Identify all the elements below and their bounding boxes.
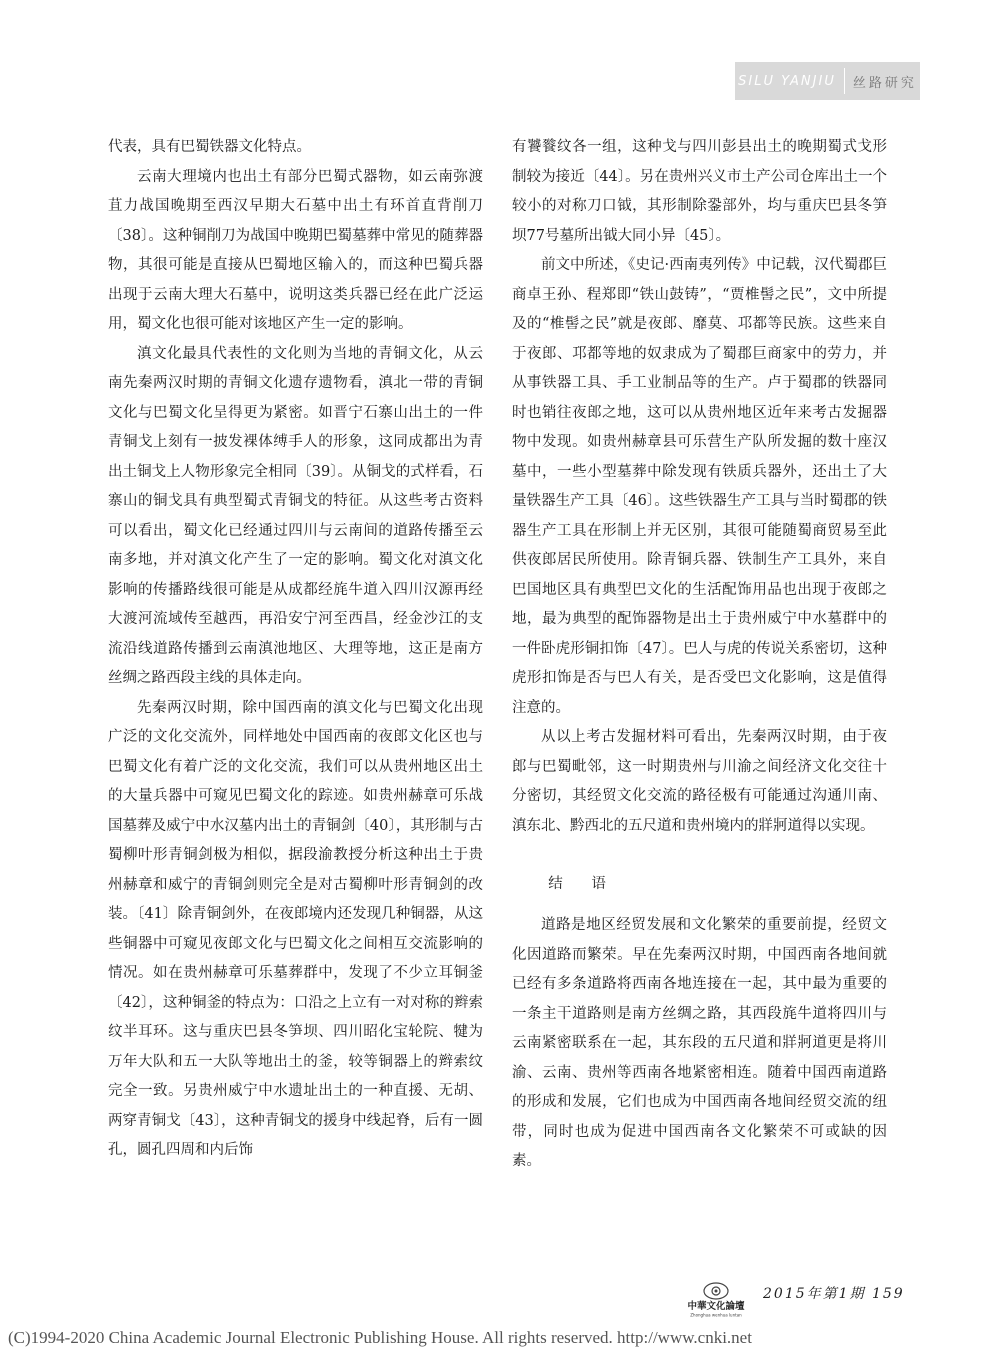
paragraph: 云南大理境内也出土有部分巴蜀式器物，如云南弥渡苴力战国晚期至西汉早期大石墓中出土有环首直背削刀〔38〕。这种铜削刀为战国中晚期巴蜀墓葬中常见的随葬器物，其很可能是直接从巴蜀地区输入的，而这种巴蜀兵器出现于云南大理大石墓中，说明这类兵器已经在此广泛运用，蜀文化也很可能对该地区产生一定的影响。 xyxy=(108,168,483,332)
conclusion-paragraph: 道路是地区经贸发展和文化繁荣的重要前提，经贸文化因道路而繁荣。早在先秦两汉时期，中国西南各地间就已经有多条道路将西南各地连接在一起，其中最为重要的一条主干道路则是南方丝绸之路，其西段旄牛道将四川与云南紧密联系在一起，其东段的五尺道和牂牁道更是将川渝、云南、贵州等西南各地紧密相连。随着中国西南道路的形成和发展，它们也成为中国西南各地间经贸交流的纽带，同时也成为促进中国西南各文化繁荣不可或缺的因素。 xyxy=(512,917,887,1169)
paragraph: 有饕餮纹各一组，这种戈与四川彭县出土的晚期蜀式戈形制较为接近〔44〕。另在贵州兴义市土产公司仓库出土一个较小的对称刀口钺，其形制除銎部外，均与重庆巴县冬笋坝77号墓所出钺大同小异〔45〕。 xyxy=(512,139,887,244)
tag-divider xyxy=(844,68,845,94)
issue-page-number: 2015年第1期 159 xyxy=(763,1286,905,1302)
logo-subtext: Zhonghua wenhua luntan xyxy=(690,1312,742,1318)
paragraph: 前文中所述，《史记·西南夷列传》中记载，汉代蜀郡巨商卓王孙、程郑即“铁山鼓铸”，“贾椎髻之民”，文中所提及的“椎髻之民”就是夜郎、靡莫、邛都等民族。这些来自于夜郎、邛都等地的奴隶成为了蜀郡巨商家中的劳力，并从事铁器工具、手工业制品等的生产。卢于蜀郡的铁器同时也销往夜郎之地，这可以从贵州地区近年来考古发掘器物中发现。如贵州赫章县可乐营生产队所发掘的数十座汉墓中，一些小型墓葬中除发现有铁质兵器外，还出土了大量铁器生产工具〔46〕。这些铁器生产工具与当时蜀郡的铁器生产工具在形制上并无区别，其很可能随蜀商贸易至此供夜郎居民所使用。除青铜兵器、铁制生产工具外，来自巴国地区具有典型巴文化的生活配饰用品也出现于夜郎之地，最为典型的配饰器物是出土于贵州威宁中水墓群中的一件卧虎形铜扣饰〔47〕。巴人与虎的传说关系密切，这种虎形扣饰是否与巴人有关，是否受巴文化影响，这是值得注意的。 xyxy=(512,257,887,716)
conclusion-heading: 结 语 xyxy=(548,876,618,892)
left-column xyxy=(108,133,483,1166)
copyright-notice: (C)1994-2020 China Academic Journal Electronic Publishing House. All rights reserved. http://www.cnki.net xyxy=(8,1328,752,1347)
paragraph: 代表，具有巴蜀铁器文化特点。 xyxy=(108,139,311,155)
paragraph: 从以上考古发掘材料可看出，先秦两汉时期，由于夜郎与巴蜀毗邻，这一时期贵州与川渝之间经济文化交往十分密切，其经贸文化交流的路径极有可能通过沟通川南、滇东北、黔西北的五尺道和贵州境内的牂牁道得以实现。 xyxy=(512,729,887,834)
logo-text: 中華文化論壇 xyxy=(687,1301,745,1312)
paragraph: 滇文化最具代表性的文化则为当地的青铜文化，从云南先秦两汉时期的青铜文化遗存遗物看，滇北一带的青铜文化与巴蜀文化呈得更为紧密。如晋宁石寨山出土的一件青铜戈上刻有一披发裸体缚手人的形象，这同成都出为青出土铜戈上人物形象完全相同〔39〕。从铜戈的式样看，石寨山的铜戈具有典型蜀式青铜戈的特征。从这些考古资料可以看出，蜀文化已经通过四川与云南间的道路传播至云南多地，并对滇文化产生了一定的影响。蜀文化对滇文化影响的传播路线很可能是从成都经旄牛道入四川汉源再经大渡河流域传至越西，再沿安宁河至西昌，经金沙江的支流沿线道路传播到云南滇池地区、大理等地，这正是南方丝绸之路西段主线的具体走向。 xyxy=(108,345,483,686)
journal-logo xyxy=(676,1278,756,1318)
right-column xyxy=(512,133,887,1177)
paragraph: 先秦两汉时期，除中国西南的滇文化与巴蜀文化出现广泛的文化交流外，同样地处中国西南的夜郎文化区也与巴蜀文化有着广泛的文化交流，我们可以从贵州地区出土的大量兵器中可窥见巴蜀文化的踪迹。如贵州赫章可乐战国墓葬及威宁中水汉墓内出土的青铜剑〔40〕，其形制与古蜀柳叶形青铜剑极为相似，据段渝教授分析这种出土于贵州赫章和威宁的青铜剑则完全是对古蜀柳叶形青铜剑的改装。〔41〕除青铜剑外，在夜郎境内还发现几种铜器，从这些铜器中可窥见夜郎文化与巴蜀文化之间相互交流影响的情况。如在贵州赫章可乐墓葬群中，发现了不少立耳铜釜〔42〕，这种铜釜的特点为：口沿之上立有一对对称的辫索纹半耳环。这与重庆巴县冬笋坝、四川昭化宝轮院、犍为万年大队和五一大队等地出土的釜，较等铜器上的辫索纹完全一致。另贵州威宁中水遗址出土的一种直援、无胡、两穿青铜戈〔43〕，这种青铜戈的援身中线起脊，后有一圆孔，圆孔四周和内后饰 xyxy=(108,699,483,1158)
journal-name-cn: 丝路研究 xyxy=(852,75,917,91)
journal-name-en: SILU YANJIU xyxy=(738,73,836,89)
journal-section-tag xyxy=(735,62,920,100)
